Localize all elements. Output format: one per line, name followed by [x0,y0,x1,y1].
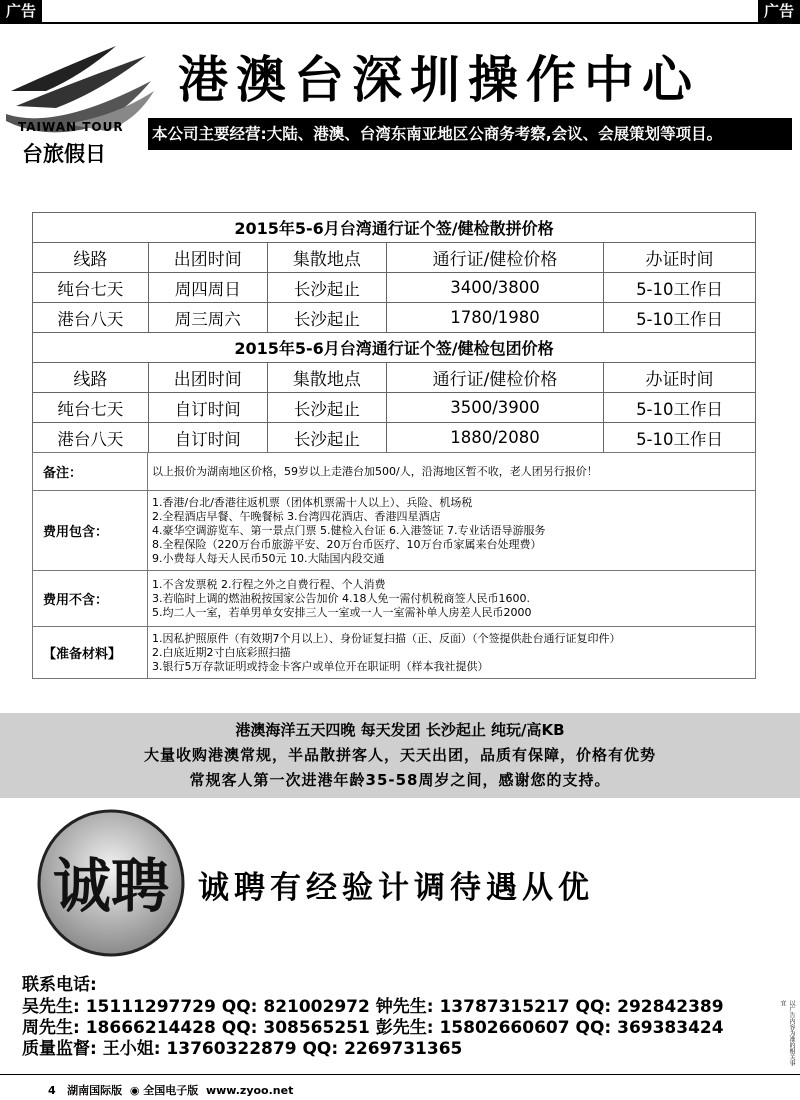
material-label: 【准备材料】 [33,627,148,679]
contact-row: 周先生: 18666214428 QQ: 308565251 彭先生: 15802660607 QQ: 369383424 [22,1018,724,1038]
list-item: 3.银行5万存款证明或持金卡客户或单位开在职证明（样本我社提供） [152,659,489,673]
cell: 周三周六 [148,303,267,333]
price-section-2-title: 2015年5-6月台湾通行证个签/健检包团价格 [33,333,756,363]
cell: 1880/2080 [386,423,603,453]
col-header-price: 通行证/健检价格 [386,243,603,273]
col-header-processing: 办证时间 [604,243,756,273]
list-item: 3.若临时上调的燃油税按国家公告加价 4.18人免一需付机税商签人民币1600. [152,591,530,605]
list-item: 8.全程保险（220万台币旅游平安、20万台币医疗、10万台币家属来台处理费） [152,537,542,551]
cell: 周四周日 [148,273,267,303]
cell: 5-10工作日 [604,273,756,303]
col-header-route: 线路 [33,363,149,393]
cell: 自订时间 [148,423,267,453]
include-list [148,491,756,571]
page-title: 港澳台深圳操作中心 [178,51,700,109]
site-name: 全国电子版 [143,1084,199,1097]
list-item: 1.不含发票税 2.行程之外之自费行程、个人消费 [152,577,386,591]
page-number: 4 [48,1084,56,1097]
notes-table [32,452,756,679]
cell: 港台八天 [33,303,149,333]
footer-rule [0,1074,800,1075]
cell: 长沙起止 [267,273,386,303]
list-item: 2.全程酒店早餐、午晚餐标 3.台湾四花酒店、香港四星酒店 [152,509,441,523]
seal-text: 诚聘 [52,852,170,920]
remark-label: 备注： [33,453,148,491]
table-row [33,393,756,423]
remark-line: 以上报价为湖南地区价格，59岁以上走港台加500/人，沿海地区暂不收，老人团另行报价！ [152,464,598,478]
col-header-meeting: 集散地点 [267,363,386,393]
exclude-list [148,571,756,627]
list-item: 1.因私护照原件（有效期7个月以上）、身份证复扫描（正、反面）（个签提供赴台通行证复印件） [152,631,621,645]
cell: 港台八天 [33,423,149,453]
col-header-departure: 出团时间 [148,363,267,393]
include-label: 费用包含： [33,491,148,571]
exclude-label: 费用不含： [33,571,148,627]
col-header-route: 线路 [33,243,149,273]
list-item: 1.香港/台北/香港往返机票（团体机票需十人以上）、兵险、机场税 [152,495,473,509]
cell: 5-10工作日 [604,393,756,423]
col-header-processing: 办证时间 [604,363,756,393]
edition: 湖南国际版 [67,1084,123,1097]
contact-row: 质量监督: 王小姐: 13760322879 QQ: 2269731365 [22,1039,463,1059]
site-logo-icon: ◉ [129,1084,140,1097]
site-url: www.zyoo.net [205,1084,294,1097]
contact-label: 联系电话: [22,975,97,995]
list-item: 5.均二人一室，若单男单女安排三人一室或一人一室需补单人房差人民币2000 [152,605,532,619]
cell: 长沙起止 [267,423,386,453]
cell: 5-10工作日 [604,423,756,453]
cell: 5-10工作日 [604,303,756,333]
side-note: 以广告内容为准的相关事宜 [779,1000,795,1066]
recruit-seal-icon [36,808,186,958]
ad-tag-right: 广告 [758,0,800,22]
business-scope: 本公司主要经营:大陆、港澳、台湾东南亚地区公商务考察,会议、会展策划等项目。 [148,118,792,150]
ad-tag-left: 广告 [0,0,42,22]
footer [48,1082,293,1098]
table-row [33,423,756,453]
table-row [33,303,756,333]
list-item: 2.白底近期2寸白底彩照扫描 [152,645,291,659]
cell: 长沙起止 [267,303,386,333]
cell: 3400/3800 [386,273,603,303]
material-list [148,627,756,679]
contact-row: 吴先生: 15111297729 QQ: 821002972 钟先生: 13787315217 QQ: 292842389 [22,997,724,1017]
logo-chinese: 台旅假日 [22,142,106,166]
cell: 纯台七天 [33,393,149,423]
promo-line-2: 大量收购港澳常规，半品散拼客人，天天出团，品质有保障，价格有优势 [143,746,656,764]
price-section-1-title: 2015年5-6月台湾通行证个签/健检散拼价格 [33,213,756,243]
cell: 3500/3900 [386,393,603,423]
cell: 自订时间 [148,393,267,423]
logo-english: TAIWAN TOUR [18,120,124,134]
cell: 长沙起止 [267,393,386,423]
cell: 1780/1980 [386,303,603,333]
col-header-meeting: 集散地点 [267,243,386,273]
list-item: 4.豪华空调游览车、第一景点门票 5.健检入台证 6.入港签证 7.专业话语导游服务 [152,523,546,537]
list-item: 9.小费每人每天人民币50元 10.大陆国内段交通 [152,551,385,565]
price-table [32,212,756,453]
promo-line-3: 常规客人第一次进港年龄35-58周岁之间，感谢您的支持。 [189,771,611,789]
promo-line-1: 港澳海洋五天四晚 每天发团 长沙起止 纯玩/高KB [235,721,565,739]
col-header-departure: 出团时间 [148,243,267,273]
table-row [33,273,756,303]
col-header-price: 通行证/健检价格 [386,363,603,393]
recruit-text: 诚聘有经验计调待遇从优 [198,870,594,906]
remark-text [148,453,756,491]
top-rule [0,22,800,24]
cell: 纯台七天 [33,273,149,303]
